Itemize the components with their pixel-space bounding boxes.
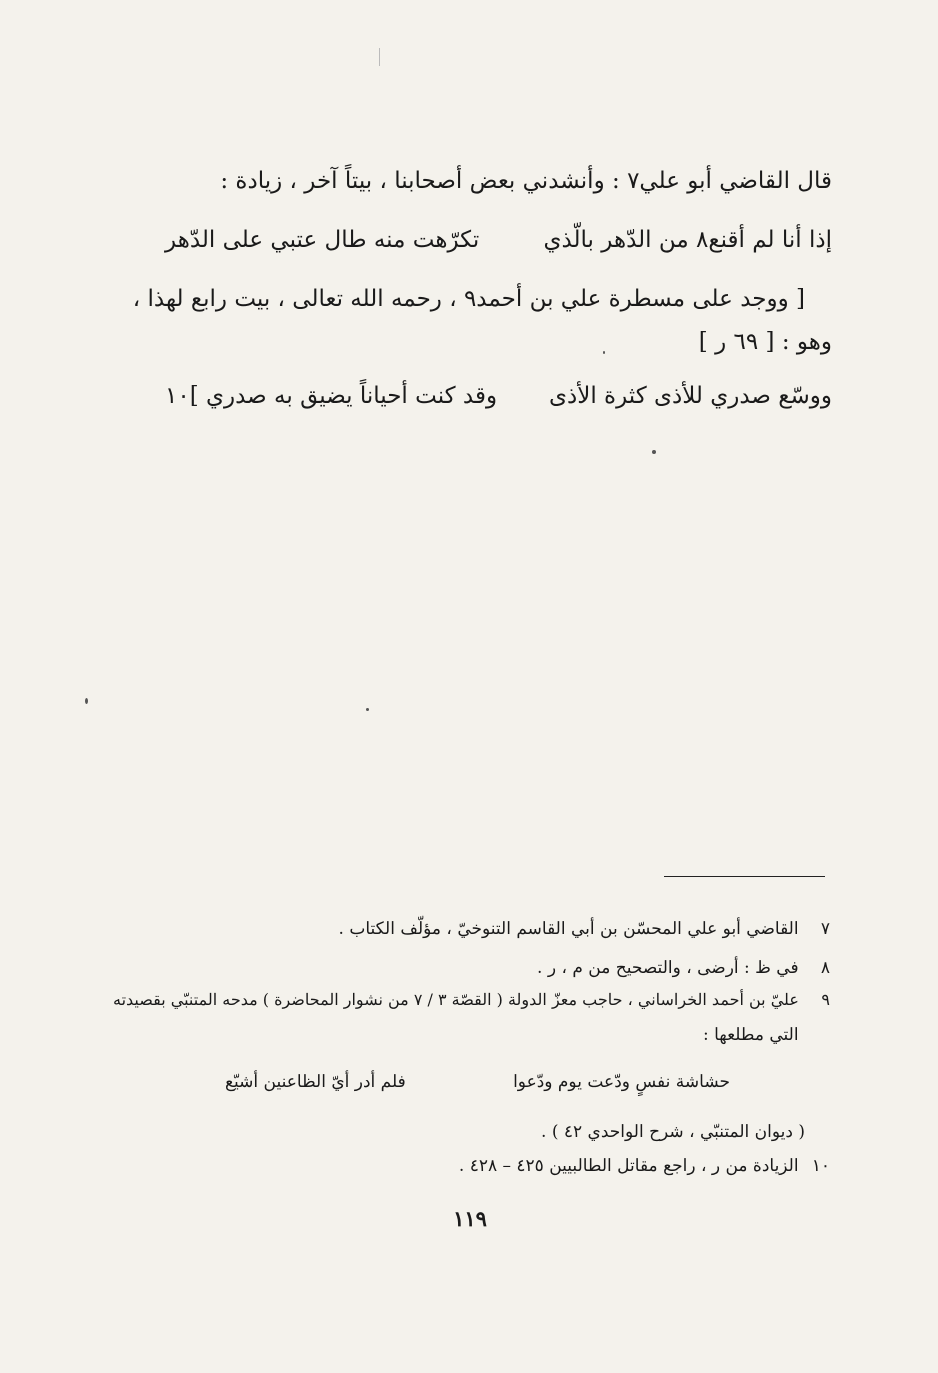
footnote-9-continuation bbox=[160, 1023, 830, 1047]
verse-2 bbox=[165, 381, 832, 411]
footnote-9-verse bbox=[225, 1070, 730, 1094]
footnote-7-text: القاضي أبو علي المحسّن بن أبي القاسم التنوخيّ ، مؤلّف الكتاب . bbox=[338, 919, 799, 939]
verse-1-first-hemistich: إذا أنا لم أقنع٨ من الدّهر بالّذي bbox=[543, 227, 832, 253]
footnote-9 bbox=[113, 988, 830, 1012]
footnote-10-text: الزيادة من ر ، راجع مقاتل الطالبيين ٤٢٥ – ٤٢٨ . bbox=[458, 1156, 799, 1176]
scan-speck bbox=[379, 48, 380, 66]
footnote-10-number: ١٠ bbox=[811, 1156, 830, 1176]
verse-2-first-hemistich: ووسّع صدري للأذى كثرة الأذى bbox=[548, 383, 832, 409]
main-text-line-4: وهو : [ ٦٩ ر ] bbox=[698, 329, 832, 355]
scan-speck bbox=[603, 351, 605, 354]
scan-speck bbox=[85, 698, 88, 704]
verse-1 bbox=[165, 225, 832, 255]
scan-speck bbox=[652, 450, 656, 454]
main-text-line-3: [ ووجد على مسطرة علي بن أحمد٩ ، رحمه الله تعالى ، بيت رابع لهذا ، bbox=[132, 286, 805, 312]
verse-2-second-hemistich: وقد كنت أحياناً يضيق به صدري ]١٠ bbox=[165, 383, 498, 409]
footnote-9-number: ٩ bbox=[821, 990, 830, 1009]
footnote-7 bbox=[160, 917, 830, 941]
footnote-9-source: ( ديوان المتنبّي ، شرح الواحدي ٤٢ ) . bbox=[541, 1122, 805, 1142]
footnote-9-verse-first: حشاشة نفسٍ ودّعت يوم ودّعوا bbox=[513, 1072, 730, 1092]
verse-1-second-hemistich: تكرّهت منه طال عتبي على الدّهر bbox=[165, 227, 480, 253]
footnote-9-text-continued: التي مطلعها : bbox=[702, 1025, 799, 1045]
page-number: ١١٩ bbox=[453, 1206, 487, 1231]
main-text-line-1: قال القاضي أبو علي٧ : وأنشدني بعض أصحابنا ، بيتاً آخر ، زيادة : bbox=[220, 168, 832, 194]
footnote-8-text: في ظ : أرضى ، والتصحيح من م ، ر . bbox=[537, 958, 799, 978]
footnote-10 bbox=[160, 1154, 830, 1178]
footnote-8-number: ٨ bbox=[820, 958, 830, 978]
footnote-7-number: ٧ bbox=[820, 919, 830, 939]
footnote-divider bbox=[664, 876, 825, 877]
footnote-9-text: عليّ بن أحمد الخراساني ، حاجب معزّ الدولة ( القصّة ٣ / ٧ من نشوار المحاضرة ) مدحه المتنبّي بقصيدته bbox=[113, 990, 799, 1009]
scan-speck bbox=[366, 708, 369, 711]
footnote-8 bbox=[160, 956, 830, 980]
footnote-9-verse-second: فلم أدر أيّ الظاعنين أشيّع bbox=[225, 1072, 406, 1092]
